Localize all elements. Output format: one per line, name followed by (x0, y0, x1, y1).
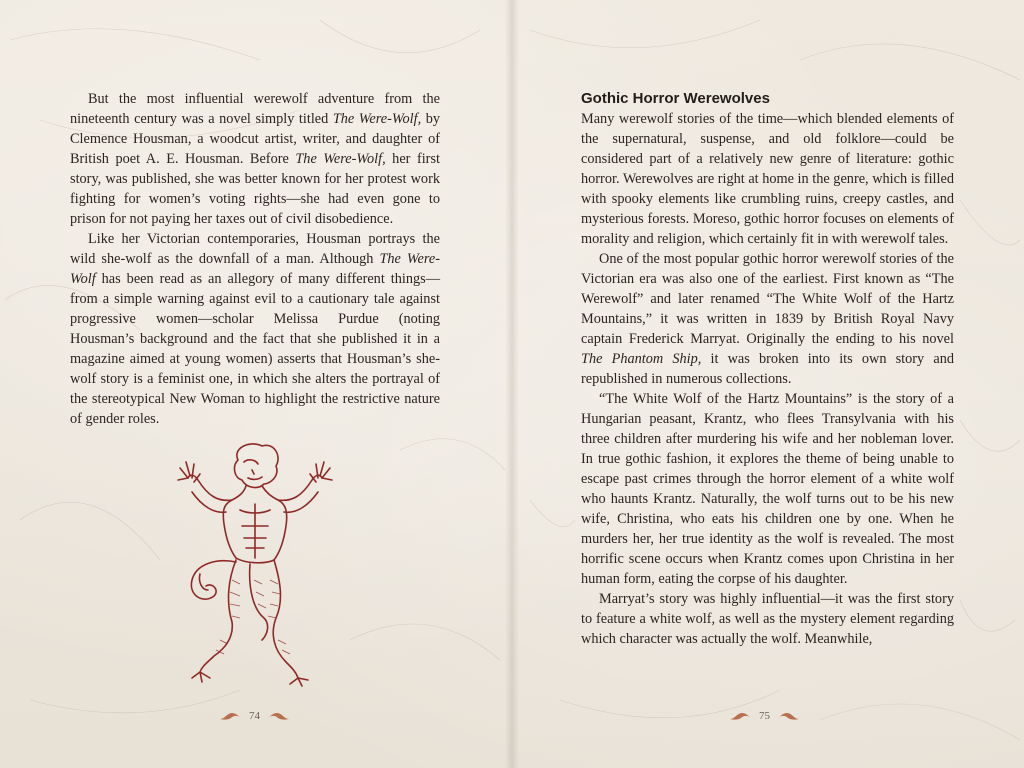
paragraph (581, 249, 954, 389)
text-run: Like her Victorian contemporaries, Housman portrays the wild she-wolf as the downfall of a man. Although (70, 231, 440, 267)
right-flourish-icon (268, 711, 290, 721)
left-page-footer (219, 708, 290, 724)
right-page-paragraphs (581, 109, 954, 649)
text-run: has been read as an allegory of many different things—from a simple warning against evil to a cautionary tale against progressive women—scholar Melissa Purdue (noting Housman’s background and the fact that she published it in a magazine aimed at young women) asserts that Housman’s she-wolf story is a feminist one, in which she alters the portrayal of the stereotypical New Woman to highlight the restrictive nature of gender roles. (70, 271, 440, 427)
text-run: Marryat’s story was highly influential—it was the first story to feature a white wolf, as well as the mystery element regarding which character was actually the wolf. Meanwhile, (581, 591, 954, 647)
right-flourish-icon (778, 711, 800, 721)
italic-title: The Were-Wolf, (332, 111, 422, 127)
paragraph (581, 589, 954, 649)
paragraph (581, 389, 954, 589)
left-flourish-icon (219, 711, 241, 721)
page-number: 75 (759, 710, 770, 722)
right-page-body (581, 89, 954, 649)
left-page-body (70, 89, 440, 429)
text-run: “The White Wolf of the Hartz Mountains” is the story of a Hungarian peasant, Krantz, who flees Transylvania with his three children after murdering his wife and her nobleman lover. In true gothic fashion, it explores the theme of being unable to escape past crimes through the horror element of a white wolf who haunts Krantz. Naturally, the wolf turns out to be his new wife, Christina, who eats his children one by one. When he murders her, her true identity as the wolf is revealed. The most horrific scene occurs when Krantz comes upon Christina in her human form, eating the corpse of his daughter. (581, 391, 954, 587)
section-heading: Gothic Horror Werewolves (581, 90, 770, 107)
werewolf-illustration (170, 440, 340, 690)
italic-title: The Were-Wolf, (295, 151, 386, 167)
paragraph (70, 229, 440, 429)
italic-title: The Were-Wolf (70, 251, 440, 287)
paragraph (581, 109, 954, 249)
page-number: 74 (249, 710, 260, 722)
italic-title: The Phantom Ship, (581, 351, 702, 367)
left-flourish-icon (729, 711, 751, 721)
text-run: Many werewolf stories of the time—which blended elements of the supernatural, suspense, and old folklore—could be considered part of a relatively new genre of literature: gothic horror. Werewolves are right at home in the genre, which is filled with spooky elements like crumbling ruins, creepy castles, and mysterious forests. Moreso, gothic horror focuses on elements of morality and religion, which certainly fit in with werewolf tales. (581, 111, 954, 247)
text-run: it was broken into its own story and republished in numerous collections. (581, 351, 954, 387)
page-gutter (505, 0, 519, 768)
text-run: her first story, was published, she was better known for her protest work fighting for women’s voting rights—she had even gone to prison for not paying her taxes out of civil disobedience. (70, 151, 440, 227)
right-page-footer (729, 708, 800, 724)
paragraph (70, 89, 440, 229)
text-run: But the most influential werewolf adventure from the nineteenth century was a novel simply titled (70, 91, 440, 127)
text-run: One of the most popular gothic horror werewolf stories of the Victorian era was also one of the earliest. First known as “The Werewolf” and later renamed “The White Wolf of the Hartz Mountains,” it was written in 1839 by British Royal Navy captain Frederick Marryat. Originally the ending to his novel (581, 251, 954, 347)
text-run: by Clemence Housman, a woodcut artist, writer, and daughter of British poet A. E. Housman. Before (70, 111, 440, 167)
